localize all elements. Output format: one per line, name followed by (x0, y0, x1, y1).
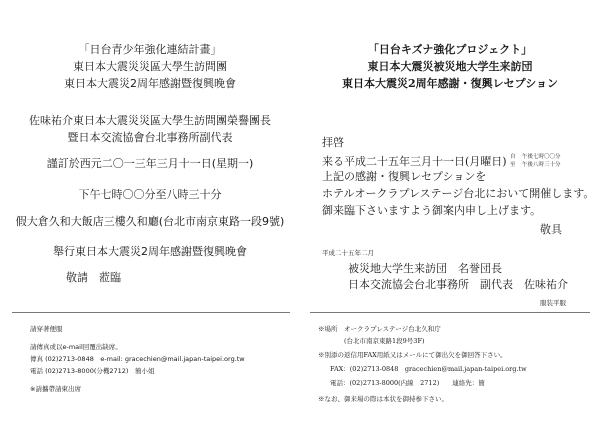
header-line-1: 「日台キズナ強化プロジェクト」 (367, 43, 533, 56)
time-mark-start: 自 (510, 154, 516, 160)
header-line-2: 東日本大震災被災地大学生来訪団 (367, 60, 533, 73)
time-start: 午後七時〇〇分 (522, 154, 561, 160)
header-line-2: 東日本大震災災區大學生訪問團 (73, 60, 227, 73)
body-line-2: ホテルオークラプレステージ台北において開催します。 (322, 187, 595, 200)
salutation: 拝啓 (322, 136, 344, 149)
footnote: ※請攜帶請柬出席 (30, 385, 81, 393)
body-line-3: 御来臨下さいますよう御案内申し上げます。 (322, 204, 542, 217)
header-line-3: 東日本大震災2周年感謝暨復興晚會 (64, 77, 236, 90)
rsvp-phone: 電話 (02)2713-8000(分機2712) 簡小姐 (30, 367, 155, 375)
contact-fax: FAX：(02)2713-0848 gracechien@mail.japan-taipei.org.tw (330, 365, 527, 373)
closing-phrase: 敬請 蒞臨 (66, 271, 121, 284)
event-date: 来る平成二十五年三月十一日(月曜日) (322, 155, 507, 168)
reply-note: ※別添の返信用FAX用紙又はメールにて御出欠を御回答下さい。 (318, 351, 507, 359)
host-line-1: 被災地大学生来訪団 名誉団長 (348, 262, 502, 275)
place: ※場所 オークラプレステージ台北久和庁 (318, 325, 441, 333)
time-mark-end: 至 (510, 162, 516, 168)
header-line-1: 「日台青少年強化連結計畫」 (78, 43, 222, 56)
dress-code: 服装平服 (540, 299, 566, 307)
rsvp-fax: 傳真 (02)2713-0848 e-mail: gracechien@mail.japan-taipei.org.tw (30, 355, 245, 363)
footnote: ※なお、御来場の際は本状を御持参下さい。 (318, 395, 448, 403)
event-venue: 假大倉久和大飯店三樓久和廳(台北市南京東路一段9號) (15, 215, 285, 228)
event-title: 舉行東日本大震災2周年感謝暨復興晚會 (53, 245, 247, 258)
host-line-2: 暨日本交流協會台北事務所副代表 (67, 131, 233, 144)
contact-phone: 電話：(02)2713-8000(内線 2712) 連絡先：簡 (330, 379, 485, 387)
header-line-3: 東日本大震災2周年感謝・復興レセプション (342, 77, 558, 90)
divider (310, 312, 590, 313)
divider (12, 312, 290, 313)
letter-date: 平成二十五年二月 (322, 249, 374, 257)
host-line-2: 日本交流協会台北事務所 副代表 佐味祐介 (348, 278, 568, 291)
rsvp-dress-code: 請穿著便服 (30, 325, 63, 333)
sign-off: 敬具 (540, 223, 562, 236)
event-date: 謹訂於西元二〇一三年三月十一日(星期一) (46, 157, 254, 170)
address: (台北市南京東路1段9号3F) (344, 337, 425, 345)
host-line-1: 佐味祐介東日本大震災災區大學生訪問團榮譽團長 (29, 114, 271, 127)
body-line-1: 上記の感謝・復興レセプションを (322, 170, 487, 183)
rsvp-note: 請傳真或以e-mail回覆出缺席。 (30, 343, 122, 351)
japanese-invitation (300, 0, 600, 436)
time-end: 午後八時三十分 (522, 162, 561, 168)
event-time: 下午七時〇〇分至八時三十分 (78, 188, 222, 201)
